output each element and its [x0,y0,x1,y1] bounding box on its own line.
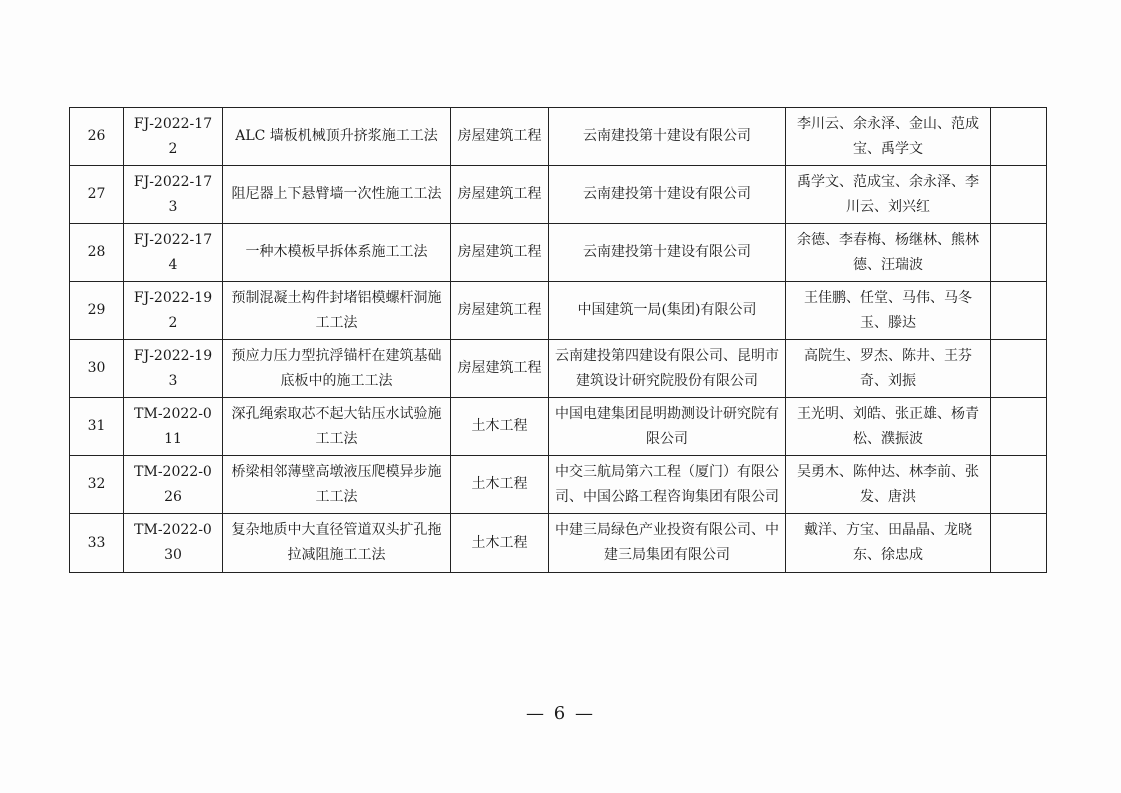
main-completers: 戴洋、方宝、田晶晶、龙晓东、徐忠成 [786,514,991,573]
row-number: 31 [70,398,124,456]
row-number: 30 [70,340,124,398]
method-name: 一种木模板早拆体系施工工法 [223,224,451,282]
project-category: 房屋建筑工程 [451,282,549,340]
project-category: 土木工程 [451,514,549,573]
construction-method-table [69,107,1047,573]
method-code: TM-2022-011 [124,398,223,456]
method-code: FJ-2022-174 [124,224,223,282]
remarks-cell [991,514,1047,573]
completing-unit: 中建三局绿色产业投资有限公司、中建三局集团有限公司 [549,514,786,573]
completing-unit: 中交三航局第六工程（厦门）有限公司、中国公路工程咨询集团有限公司 [549,456,786,514]
method-code: TM-2022-026 [124,456,223,514]
main-completers: 王佳鹏、任堂、马伟、马冬玉、滕达 [786,282,991,340]
row-number: 28 [70,224,124,282]
remarks-cell [991,456,1047,514]
project-category: 房屋建筑工程 [451,108,549,166]
completing-unit: 中国电建集团昆明勘测设计研究院有限公司 [549,398,786,456]
completing-unit: 云南建投第十建设有限公司 [549,108,786,166]
table-body [70,108,1047,573]
project-category: 房屋建筑工程 [451,340,549,398]
project-category: 土木工程 [451,398,549,456]
page-number: — 6 — [526,703,595,724]
row-number: 27 [70,166,124,224]
method-code: FJ-2022-192 [124,282,223,340]
project-category: 房屋建筑工程 [451,166,549,224]
method-name: 复杂地质中大直径管道双头扩孔拖拉减阻施工工法 [223,514,451,573]
method-name: 预制混凝土构件封堵铝模螺杆洞施工工法 [223,282,451,340]
remarks-cell [991,398,1047,456]
method-name: 桥梁相邻薄壁高墩液压爬模异步施工工法 [223,456,451,514]
project-category: 房屋建筑工程 [451,224,549,282]
row-number: 33 [70,514,124,573]
row-number: 29 [70,282,124,340]
method-code: TM-2022-030 [124,514,223,573]
main-completers: 禹学文、范成宝、余永泽、李川云、刘兴红 [786,166,991,224]
row-number: 32 [70,456,124,514]
main-completers: 高院生、罗杰、陈井、王芬奇、刘振 [786,340,991,398]
completing-unit: 中国建筑一局(集团)有限公司 [549,282,786,340]
remarks-cell [991,166,1047,224]
method-name: 阻尼器上下悬臂墙一次性施工工法 [223,166,451,224]
table-row [70,456,1047,514]
completing-unit: 云南建投第十建设有限公司 [549,224,786,282]
remarks-cell [991,108,1047,166]
project-category: 土木工程 [451,456,549,514]
remarks-cell [991,340,1047,398]
table-row [70,108,1047,166]
table-row [70,166,1047,224]
method-name: 深孔绳索取芯不起大钻压水试验施工工法 [223,398,451,456]
main-completers: 王光明、刘皓、张正雄、杨青松、濮振波 [786,398,991,456]
table-row [70,340,1047,398]
method-code: FJ-2022-173 [124,166,223,224]
method-name: ALC 墙板机械顶升挤浆施工工法 [223,108,451,166]
remarks-cell [991,224,1047,282]
table-row [70,282,1047,340]
remarks-cell [991,282,1047,340]
method-code: FJ-2022-193 [124,340,223,398]
main-completers: 余德、李春梅、杨继林、熊林德、汪瑞波 [786,224,991,282]
method-name: 预应力压力型抗浮锚杆在建筑基础底板中的施工工法 [223,340,451,398]
row-number: 26 [70,108,124,166]
table-row [70,514,1047,573]
main-completers: 吴勇木、陈仲达、林李前、张发、唐洪 [786,456,991,514]
table-row [70,224,1047,282]
method-code: FJ-2022-172 [124,108,223,166]
main-completers: 李川云、余永泽、金山、范成宝、禹学文 [786,108,991,166]
completing-unit: 云南建投第十建设有限公司 [549,166,786,224]
completing-unit: 云南建投第四建设有限公司、昆明市建筑设计研究院股份有限公司 [549,340,786,398]
table-row [70,398,1047,456]
